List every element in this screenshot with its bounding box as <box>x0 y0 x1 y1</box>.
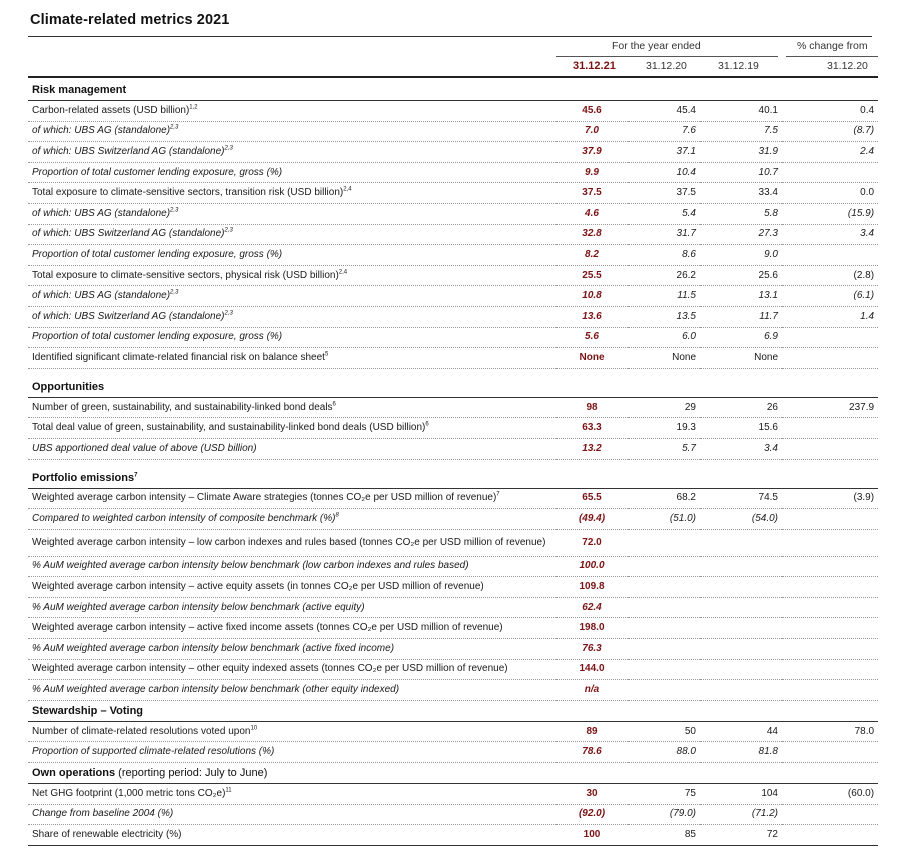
year-group-header: For the year ended <box>612 40 701 52</box>
metric-label-text: Number of green, sustainability, and sustainability-linked bond deals <box>32 401 333 413</box>
value-change <box>782 438 878 459</box>
table-row <box>28 306 878 327</box>
value-2020: (79.0) <box>628 804 700 825</box>
value-2020: (51.0) <box>628 509 700 530</box>
metric-label <box>28 721 556 742</box>
metric-label <box>28 556 556 577</box>
value-change: 237.9 <box>782 397 878 418</box>
metric-label <box>28 286 556 307</box>
table-row <box>28 804 878 825</box>
footnote-ref: 7 <box>496 491 500 498</box>
value-2020: 37.5 <box>628 183 700 204</box>
metric-label-text: Total exposure to climate-sensitive sectors, physical risk (USD billion) <box>32 269 339 281</box>
value-2020: 13.5 <box>628 306 700 327</box>
table-row <box>28 203 878 224</box>
footnote-ref: 5 <box>324 351 329 358</box>
metric-label <box>28 224 556 245</box>
value-2020 <box>628 680 700 701</box>
value-2020: 68.2 <box>628 488 700 509</box>
section-title <box>28 700 878 721</box>
value-2020: 5.4 <box>628 203 700 224</box>
metric-label <box>28 577 556 598</box>
metric-label-text: % AuM weighted average carbon intensity below benchmark (low carbon indexes and rules based) <box>32 560 469 572</box>
footnote-ref: 6 <box>332 401 336 408</box>
metric-label-text: of which: UBS AG (standalone) <box>32 125 171 137</box>
value-2021: 109.8 <box>556 577 628 598</box>
value-2021: 78.6 <box>556 742 628 763</box>
table-row <box>28 121 878 142</box>
value-change <box>782 556 878 577</box>
metric-label-text: Number of climate-related resolutions voted upon <box>32 725 251 737</box>
value-2020 <box>628 577 700 598</box>
section-header-row <box>28 700 878 721</box>
value-2020: 7.6 <box>628 121 700 142</box>
section-title <box>28 80 878 101</box>
table-row <box>28 397 878 418</box>
table-row <box>28 224 878 245</box>
value-2020: 6.0 <box>628 327 700 348</box>
value-2020 <box>628 556 700 577</box>
table-row <box>28 784 878 805</box>
section-header-row <box>28 468 878 489</box>
metric-label-text: of which: UBS AG (standalone) <box>32 207 171 219</box>
section-header-row <box>28 80 878 101</box>
table-row <box>28 659 878 680</box>
table-row <box>28 577 878 598</box>
spacer-row <box>28 368 878 377</box>
value-change: 0.0 <box>782 183 878 204</box>
value-2019: 5.8 <box>700 203 782 224</box>
table-row <box>28 597 878 618</box>
value-change <box>782 825 878 846</box>
metrics-table <box>28 80 878 846</box>
value-change: 0.4 <box>782 101 878 122</box>
table-row <box>28 488 878 509</box>
section-title-text: Own operations <box>32 767 116 780</box>
value-2021: 30 <box>556 784 628 805</box>
value-2019: 10.7 <box>700 162 782 183</box>
footnote-ref: 2,3 <box>170 125 179 132</box>
value-2019: 7.5 <box>700 121 782 142</box>
footnote-ref: 10 <box>250 725 258 732</box>
metrics-table-body <box>28 80 878 845</box>
metric-label <box>28 680 556 701</box>
value-2021: 13.2 <box>556 438 628 459</box>
section-title <box>28 763 878 784</box>
metric-label <box>28 183 556 204</box>
metric-label-text: of which: UBS Switzerland AG (standalone) <box>32 310 225 322</box>
metric-label <box>28 509 556 530</box>
metric-label <box>28 265 556 286</box>
section-title-text: Opportunities <box>32 380 105 393</box>
metric-label-text: Net GHG footprint (1,000 metric tons CO₂e) <box>32 787 226 799</box>
metric-label <box>28 245 556 266</box>
value-2019: None <box>700 348 782 369</box>
value-2019: 15.6 <box>700 418 782 439</box>
metric-label <box>28 101 556 122</box>
value-change <box>782 245 878 266</box>
section-header-row <box>28 763 878 784</box>
value-2021: 13.6 <box>556 306 628 327</box>
footnote-ref: 2,3 <box>224 228 233 235</box>
metric-label-text: of which: UBS Switzerland AG (standalone) <box>32 145 225 157</box>
value-2019: (71.2) <box>700 804 782 825</box>
value-2019: 25.6 <box>700 265 782 286</box>
value-2021: 72.0 <box>556 529 628 556</box>
footnote-ref: 2,3 <box>224 310 233 317</box>
value-2019: 9.0 <box>700 245 782 266</box>
value-change <box>782 418 878 439</box>
metric-label <box>28 597 556 618</box>
value-2019: 81.8 <box>700 742 782 763</box>
value-change <box>782 742 878 763</box>
col-current-header: 31.12.21 <box>573 60 616 72</box>
value-2019 <box>700 597 782 618</box>
metric-label <box>28 825 556 846</box>
value-2020 <box>628 597 700 618</box>
value-2021: 98 <box>556 397 628 418</box>
value-2019: 72 <box>700 825 782 846</box>
metric-label <box>28 306 556 327</box>
value-2019: 13.1 <box>700 286 782 307</box>
metric-label-text: Proportion of total customer lending exposure, gross (%) <box>32 166 283 178</box>
value-2020: 31.7 <box>628 224 700 245</box>
section-title-text: Risk management <box>32 84 127 96</box>
value-2020: 88.0 <box>628 742 700 763</box>
value-2020: 37.1 <box>628 142 700 163</box>
value-2019 <box>700 639 782 660</box>
value-2019: 11.7 <box>700 306 782 327</box>
metric-label-text: Weighted average carbon intensity – Climate Aware strategies (tonnes CO₂e per USD million of revenue) <box>32 492 497 504</box>
table-row <box>28 348 878 369</box>
value-change <box>782 680 878 701</box>
metric-label <box>28 804 556 825</box>
value-2020 <box>628 659 700 680</box>
table-row <box>28 509 878 530</box>
value-change: (15.9) <box>782 203 878 224</box>
footnote-ref: 2,4 <box>338 269 348 276</box>
table-row <box>28 639 878 660</box>
metric-label-text: % AuM weighted average carbon intensity below benchmark (active fixed income) <box>32 642 395 654</box>
value-2019: 40.1 <box>700 101 782 122</box>
table-row <box>28 529 878 556</box>
value-2019 <box>700 556 782 577</box>
value-2019: 74.5 <box>700 488 782 509</box>
metric-label <box>28 418 556 439</box>
metric-label-text: Carbon-related assets (USD billion) <box>32 104 190 116</box>
footnote-ref: 2,3 <box>170 207 179 214</box>
section-title-text: Stewardship – Voting <box>32 704 144 717</box>
value-change <box>782 162 878 183</box>
value-2019 <box>700 659 782 680</box>
footnote-ref: 8 <box>335 512 339 519</box>
value-change: (6.1) <box>782 286 878 307</box>
spacer-cell <box>28 368 878 377</box>
value-change <box>782 327 878 348</box>
metric-label <box>28 742 556 763</box>
value-2021: 100.0 <box>556 556 628 577</box>
metric-label <box>28 397 556 418</box>
value-change <box>782 618 878 639</box>
value-2020: 26.2 <box>628 265 700 286</box>
value-2020: 75 <box>628 784 700 805</box>
value-2019 <box>700 618 782 639</box>
table-row <box>28 825 878 846</box>
footnote-ref: 2,3 <box>224 145 233 152</box>
col-change-header: 31.12.20 <box>827 60 868 72</box>
value-2020: 19.3 <box>628 418 700 439</box>
value-2020: 29 <box>628 397 700 418</box>
spacer-cell <box>28 459 878 468</box>
value-change: (8.7) <box>782 121 878 142</box>
footnote-ref: 7 <box>134 471 138 478</box>
title-divider <box>28 36 872 37</box>
value-2021: 10.8 <box>556 286 628 307</box>
value-2020: 8.6 <box>628 245 700 266</box>
value-2021: 45.6 <box>556 101 628 122</box>
metric-label <box>28 142 556 163</box>
value-2021: 198.0 <box>556 618 628 639</box>
value-2019 <box>700 680 782 701</box>
section-note: (reporting period: July to June) <box>115 767 268 780</box>
value-change: (2.8) <box>782 265 878 286</box>
table-row <box>28 721 878 742</box>
value-change <box>782 597 878 618</box>
value-change <box>782 577 878 598</box>
metric-label-text: Compared to weighted carbon intensity of composite benchmark (%) <box>32 512 336 524</box>
value-change: (3.9) <box>782 488 878 509</box>
value-2021: 62.4 <box>556 597 628 618</box>
value-2021: 4.6 <box>556 203 628 224</box>
year-group-rule <box>556 56 778 57</box>
footnote-ref: 2,4 <box>343 186 352 193</box>
metric-label-text: Weighted average carbon intensity – active equity assets (in tonnes CO₂e per USD million of revenue) <box>32 581 484 593</box>
col-prev2-header: 31.12.19 <box>718 60 759 72</box>
value-2020: None <box>628 348 700 369</box>
metric-label-text: Weighted average carbon intensity – low carbon indexes and rules based (tonnes CO₂e per USD million of revenue) <box>32 537 546 549</box>
value-2020: 10.4 <box>628 162 700 183</box>
page-title: Climate-related metrics 2021 <box>30 12 230 28</box>
value-2020: 11.5 <box>628 286 700 307</box>
metric-label <box>28 488 556 509</box>
footnote-ref: 11 <box>225 787 232 794</box>
metric-label-text: Proportion of supported climate-related resolutions (%) <box>32 746 275 758</box>
value-change <box>782 529 878 556</box>
value-change: 78.0 <box>782 721 878 742</box>
value-2019: 44 <box>700 721 782 742</box>
section-header-row <box>28 377 878 398</box>
value-2021: 7.0 <box>556 121 628 142</box>
value-2019: 26 <box>700 397 782 418</box>
footnote-ref: 2,3 <box>170 289 179 296</box>
value-2019: 104 <box>700 784 782 805</box>
metric-label <box>28 659 556 680</box>
value-change: 1.4 <box>782 306 878 327</box>
col-prev1-header: 31.12.20 <box>646 60 687 72</box>
value-2021: n/a <box>556 680 628 701</box>
metric-label <box>28 348 556 369</box>
metric-label <box>28 438 556 459</box>
metric-label-text: Weighted average carbon intensity – active fixed income assets (tonnes CO₂e per USD million of revenue) <box>32 622 503 634</box>
table-row <box>28 742 878 763</box>
value-2021: 89 <box>556 721 628 742</box>
value-change: 2.4 <box>782 142 878 163</box>
metric-label-text: Weighted average carbon intensity – other equity indexed assets (tonnes CO₂e per USD million of revenue) <box>32 663 508 675</box>
value-2019: 3.4 <box>700 438 782 459</box>
table-row <box>28 101 878 122</box>
change-group-rule <box>786 56 878 57</box>
value-2019 <box>700 529 782 556</box>
value-2020 <box>628 618 700 639</box>
value-2021: (92.0) <box>556 804 628 825</box>
metric-label-text: UBS apportioned deal value of above (USD billion) <box>32 442 257 454</box>
value-2020: 45.4 <box>628 101 700 122</box>
table-row <box>28 556 878 577</box>
table-row <box>28 680 878 701</box>
value-2021: (49.4) <box>556 509 628 530</box>
metric-label <box>28 162 556 183</box>
value-change <box>782 348 878 369</box>
value-2021: 37.5 <box>556 183 628 204</box>
header-bottom-rule <box>28 76 878 78</box>
value-2021: 9.9 <box>556 162 628 183</box>
value-2021: 76.3 <box>556 639 628 660</box>
metric-label <box>28 784 556 805</box>
metric-label <box>28 327 556 348</box>
value-2021: 32.8 <box>556 224 628 245</box>
metric-label-text: Proportion of total customer lending exposure, gross (%) <box>32 248 283 260</box>
value-2019: 6.9 <box>700 327 782 348</box>
value-2021: 25.5 <box>556 265 628 286</box>
table-row <box>28 162 878 183</box>
table-row <box>28 142 878 163</box>
metric-label-text: Total deal value of green, sustainability, and sustainability-linked bond deals (USD billion) <box>32 422 426 434</box>
footnote-ref: 1,2 <box>189 104 198 111</box>
value-2021: 37.9 <box>556 142 628 163</box>
value-2021: 63.3 <box>556 418 628 439</box>
table-row <box>28 327 878 348</box>
value-change <box>782 804 878 825</box>
metric-label <box>28 639 556 660</box>
metric-label <box>28 203 556 224</box>
section-title <box>28 377 878 398</box>
value-2019 <box>700 577 782 598</box>
footnote-ref: 6 <box>425 421 429 428</box>
value-2020: 5.7 <box>628 438 700 459</box>
value-2019: 31.9 <box>700 142 782 163</box>
spacer-row <box>28 459 878 468</box>
value-2021: 8.2 <box>556 245 628 266</box>
table-row <box>28 183 878 204</box>
metric-label <box>28 121 556 142</box>
value-2021: 65.5 <box>556 488 628 509</box>
section-title <box>28 468 878 489</box>
metric-label <box>28 529 556 556</box>
change-group-header: % change from <box>797 40 868 52</box>
table-row <box>28 286 878 307</box>
value-2020 <box>628 639 700 660</box>
table-row <box>28 438 878 459</box>
metric-label-text: Total exposure to climate-sensitive sectors, transition risk (USD billion) <box>32 187 344 199</box>
section-title-text: Portfolio emissions <box>32 471 135 484</box>
metric-label-text: of which: UBS Switzerland AG (standalone) <box>32 228 225 240</box>
table-row <box>28 418 878 439</box>
value-2020: 50 <box>628 721 700 742</box>
value-2021: 5.6 <box>556 327 628 348</box>
value-change: 3.4 <box>782 224 878 245</box>
value-2020 <box>628 529 700 556</box>
value-change <box>782 659 878 680</box>
value-2021: 144.0 <box>556 659 628 680</box>
metric-label-text: Proportion of total customer lending exposure, gross (%) <box>32 331 283 343</box>
value-change <box>782 509 878 530</box>
value-2019: 27.3 <box>700 224 782 245</box>
metric-label-text: of which: UBS AG (standalone) <box>32 290 171 302</box>
metric-label-text: % AuM weighted average carbon intensity below benchmark (other equity indexed) <box>32 684 400 696</box>
value-change: (60.0) <box>782 784 878 805</box>
metric-label-text: Change from baseline 2004 (%) <box>32 808 174 820</box>
value-2021: 100 <box>556 825 628 846</box>
metric-label-text: % AuM weighted average carbon intensity below benchmark (active equity) <box>32 601 365 613</box>
value-2019: 33.4 <box>700 183 782 204</box>
value-2021: None <box>556 348 628 369</box>
metric-label <box>28 618 556 639</box>
metric-label-text: Identified significant climate-related financial risk on balance sheet <box>32 351 325 363</box>
table-row <box>28 265 878 286</box>
table-row <box>28 245 878 266</box>
table-row <box>28 618 878 639</box>
value-change <box>782 639 878 660</box>
value-2019: (54.0) <box>700 509 782 530</box>
metric-label-text: Share of renewable electricity (%) <box>32 829 182 841</box>
value-2020: 85 <box>628 825 700 846</box>
